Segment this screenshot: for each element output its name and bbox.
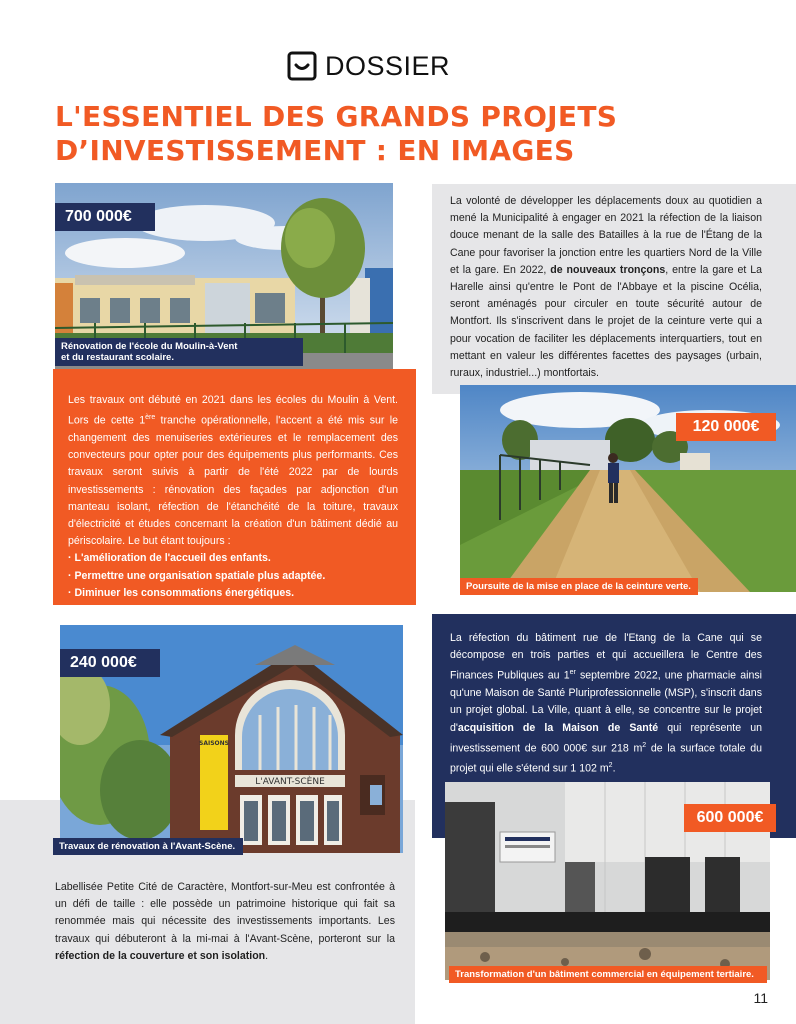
- section-label: DOSSIER: [325, 50, 451, 81]
- school-text: Les travaux ont débuté en 2021 dans les écoles du Moulin à Vent. Lors de cette 1ère tranche opérationnelle, l'accent a été mis sur le changement des menuiseries extérieures et le remplacement des convecteurs pour opter pour des équipements plus performants. Ces travaux seront suivis à partir de l'été 2022 par de lourds investissements : rénovation des façades par adjonction d'un manteau isolant, réfection de l'étanchéité de la toiture, travaux d'électricité et études concernant la création d'un bâtiment dédié au périscolaire. Le but étant toujours : · L'amélioration de l'accueil des enfants. · Permettre une organisation spatiale plus adaptée. · Diminuer les consommations énergétiques.: [68, 392, 398, 602]
- title-line-1: L'ESSENTIEL DES GRANDS PROJETS: [55, 100, 618, 133]
- poster-text: SAISONS: [199, 740, 229, 747]
- price-badge-school: 700 000€: [55, 203, 155, 231]
- school-goals-list: [68, 550, 398, 602]
- theatre-text: Labellisée Petite Cité de Caractère, Montfort-sur-Meu est confrontée à un défi de taille : elle possède un patrimoine historique qui fait sa renommée mais qui nécessite des investissements importants. Les travaux qui débuteront à la mi-mai à l'Avant-Scène, porteront sur la réfection de la couverture et son isolation.: [55, 881, 395, 962]
- caption-health: Transformation d'un bâtiment commercial en équipement tertiaire.: [449, 966, 767, 983]
- caption-theatre: Travaux de rénovation à l'Avant-Scène.: [53, 838, 243, 855]
- page-number: 11: [753, 990, 768, 1006]
- section-header: [287, 50, 450, 82]
- price-badge-green-belt: 120 000€: [676, 413, 776, 441]
- title-line-2: D’INVESTISSEMENT : EN IMAGES: [55, 134, 575, 167]
- list-item: · Diminuer les consommations énergétiques.: [68, 586, 295, 599]
- sign-text: L'AVANT-SCÈNE: [255, 777, 325, 787]
- list-item: · Permettre une organisation spatiale plus adaptée.: [68, 569, 326, 582]
- dossier-icon: [287, 51, 317, 81]
- caption-school: Rénovation de l'école du Moulin-à-Vent et du restaurant scolaire.: [55, 338, 303, 366]
- list-item: · L'amélioration de l'accueil des enfants.: [68, 552, 271, 565]
- mobility-text: La volonté de développer les déplacements doux au quotidien a mené la Municipalité à engager en 2021 la réfection de la liaison douce menant de la salle des Batailles à la rue de l'Étang de la Cane pour favoriser la jonction entre les quartiers Nord de la Ville et la gare. En 2022, de nouveaux tronçons, entre la gare et La Harelle ainsi qu'entre le Pont de l'Abbaye et la piscine Océlia, seront aménagés pour circuler en toute sécurité autour de Montfort. Ils s'inscrivent dans le projet de la ceinture verte qui a pour vocation de faciliter les déplacements interquartiers, tout en mettant en valeur les différentes facettes des paysages (urbain, ruraux, industriel...) montfortais.: [450, 195, 762, 380]
- price-badge-theatre: 240 000€: [60, 649, 160, 677]
- page-title: [55, 100, 755, 168]
- health-text: La réfection du bâtiment rue de l'Etang de la Cane qui se décompose en trois parties et qui accueillera le Centre des Finances Publiques au 1er septembre 2022, une pharmacie ainsi qu'une Maison de Santé Pluriprofessionnelle (MSP), s'inscrit dans un projet global. La Ville, quant à elle, se concentre sur le projet d'acquisition de la Maison de Santé qui représente un investissement de 600 000€ sur 218 $m^2$ de la surface totale du projet qui elle s'étend sur 1 102 $m^2$.: [450, 632, 762, 776]
- caption-green-belt: Poursuite de la mise en place de la ceinture verte.: [460, 578, 698, 595]
- price-badge-health: 600 000€: [684, 804, 776, 832]
